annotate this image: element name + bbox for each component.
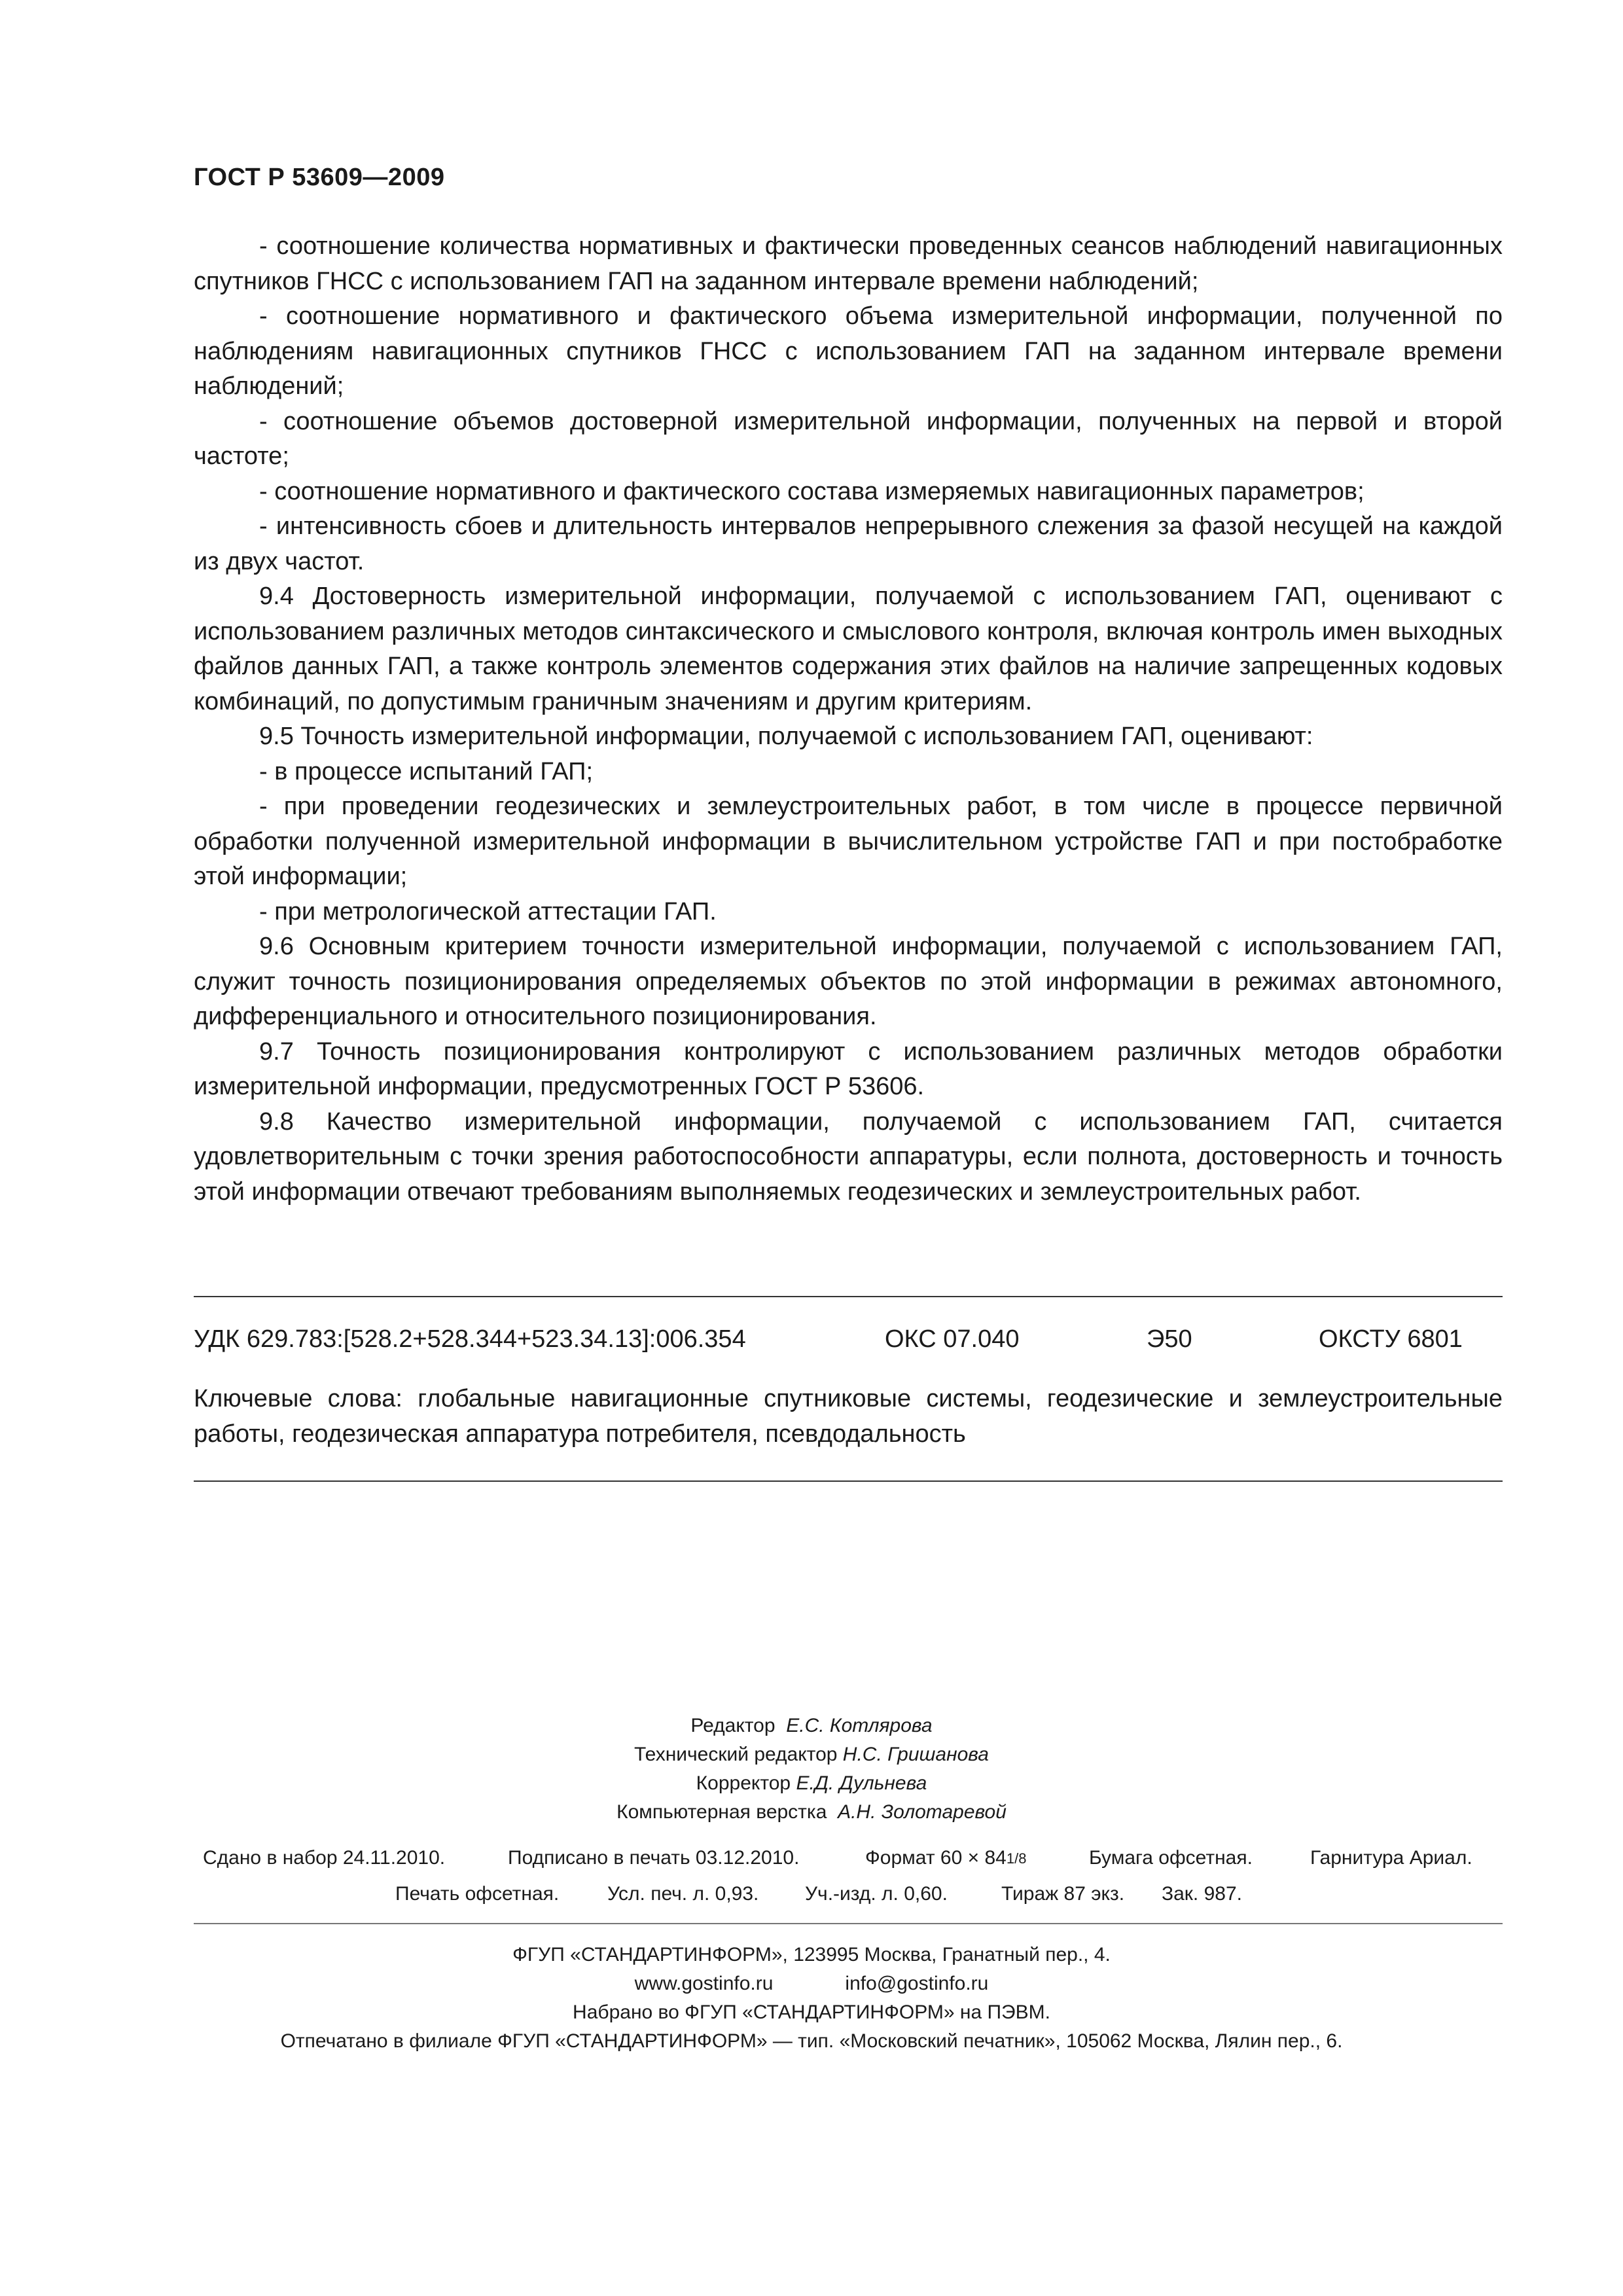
tech-editor-label: Технический редактор (634, 1744, 838, 1765)
okstu-code: ОКСТУ 6801 (1319, 1325, 1463, 1353)
paragraph: 9.5 Точность измерительной информации, получаемой с использованием ГАП, оценивают: (259, 723, 1313, 750)
divider (194, 1923, 1503, 1924)
e-code: Э50 (1147, 1325, 1192, 1353)
proofreader-label: Корректор (696, 1772, 791, 1794)
oks-code: ОКС 07.040 (885, 1325, 1020, 1353)
paragraph: - интенсивность сбоев и длительность интервалов непрерывного слежения за фазой несущей на каждой из двух частот. (194, 512, 1503, 575)
publisher-address: ФГУП «СТАНДАРТИНФОРМ», 123995 Москва, Гранатный пер., 4. (512, 1944, 1111, 1965)
typeset-note: Набрано во ФГУП «СТАНДАРТИНФОРМ» на ПЭВМ. (573, 2001, 1050, 2023)
paragraph: - при проведении геодезических и землеустроительных работ, в том числе в процессе первичной обработки полученной измерительной информации в вычислительном устройстве ГАП и при постобработке этой информации; (194, 793, 1503, 890)
paper-type: Бумага офсетная. (1089, 1847, 1253, 1869)
paragraph: - при метрологической аттестации ГАП. (259, 897, 717, 925)
body-text (194, 229, 1503, 1210)
divider (194, 1480, 1503, 1482)
paragraph: 9.6 Основным критерием точности измерительной информации, получаемой с использованием ГАП, служит точность позиционирования определяемых объектов по этой информации в режимах автономного, дифференциального и относительного позиционирования. (194, 933, 1503, 1030)
paragraph: - соотношение объемов достоверной измерительной информации, полученных на первой и второй частоте; (194, 407, 1503, 470)
udk-code: УДК 629.783:[528.2+528.344+523.34.13]:006.354 (194, 1325, 746, 1353)
staff-credits (0, 1712, 1623, 1827)
tech-editor-name: Н.С. Гришанова (842, 1744, 989, 1765)
editor-name: Е.С. Котлярова (786, 1715, 933, 1736)
website-link[interactable]: www.gostinfo.ru (634, 1973, 774, 1994)
proofreader-name: Е.Д. Дульнева (796, 1772, 927, 1794)
typeface: Гарнитура Ариал. (1310, 1847, 1472, 1869)
print-type: Печать офсетная. (395, 1883, 560, 1905)
layout-label: Компьютерная верстка (616, 1801, 827, 1823)
format-fraction: 1/8 (1006, 1850, 1027, 1867)
signed-date: Подписано в печать 03.12.2010. (508, 1847, 800, 1869)
paragraph: - соотношение нормативного и фактического объема измерительной информации, полученной по наблюдениям навигационных спутников ГНСС с использованием ГАП на заданном интервале времени наблюдений; (194, 302, 1503, 400)
submitted-date: Сдано в набор 24.11.2010. (203, 1847, 446, 1869)
paragraph: - соотношение нормативного и фактического состава измеряемых навигационных параметров; (259, 477, 1364, 505)
paragraph: 9.7 Точность позиционирования контролируют с использованием различных методов обработки измерительной информации, предусмотренных ГОСТ Р 53606. (194, 1037, 1503, 1100)
paragraph: - соотношение количества нормативных и фактически проведенных сеансов наблюдений навигационных спутников ГНСС с использованием ГАП на заданном интервале времени наблюдений; (194, 232, 1503, 295)
keywords: Ключевые слова: глобальные навигационные спутниковые системы, геодезические и землеустроительные работы, геодезическая аппаратура потребителя, псевдодальность (194, 1385, 1503, 1448)
editor-label: Редактор (690, 1715, 776, 1736)
document-header: ГОСТ Р 53609—2009 (194, 164, 445, 191)
publisher-sheets: Уч.-изд. л. 0,60. (805, 1883, 948, 1905)
paragraph: - в процессе испытаний ГАП; (259, 757, 594, 785)
divider (194, 1296, 1503, 1297)
layout-name: А.Н. Золотаревой (838, 1801, 1007, 1823)
paragraph: 9.8 Качество измерительной информации, получаемой с использованием ГАП, считается удовлетворительным с точки зрения работоспособности аппаратуры, если полнота, достоверность и точность этой информации отвечают требованиям выполняемых геодезических и землеустроительных работ. (194, 1107, 1503, 1206)
email-link[interactable]: info@gostinfo.ru (845, 1973, 989, 1994)
print-run: Тираж 87 экз. (1001, 1883, 1125, 1905)
printed-note: Отпечатано в филиале ФГУП «СТАНДАРТИНФОРМ» — тип. «Московский печатник», 105062 Москва, Лялин пер., 6. (280, 2030, 1343, 2052)
order-number: Зак. 987. (1162, 1883, 1242, 1905)
printer-info (0, 1941, 1623, 2056)
format: Формат 60 × 841/8 (865, 1847, 1027, 1869)
paragraph: 9.4 Достоверность измерительной информации, получаемой с использованием ГАП, оценивают с использованием различных методов синтаксического и смыслового контроля, включая контроль имен выходных файлов данных ГАП, а также контроль элементов содержания этих файлов на наличие запрещенных кодовых комбинаций, по допустимым граничным значениям и другим критериям. (194, 583, 1503, 715)
printed-sheets: Усл. печ. л. 0,93. (607, 1883, 759, 1905)
